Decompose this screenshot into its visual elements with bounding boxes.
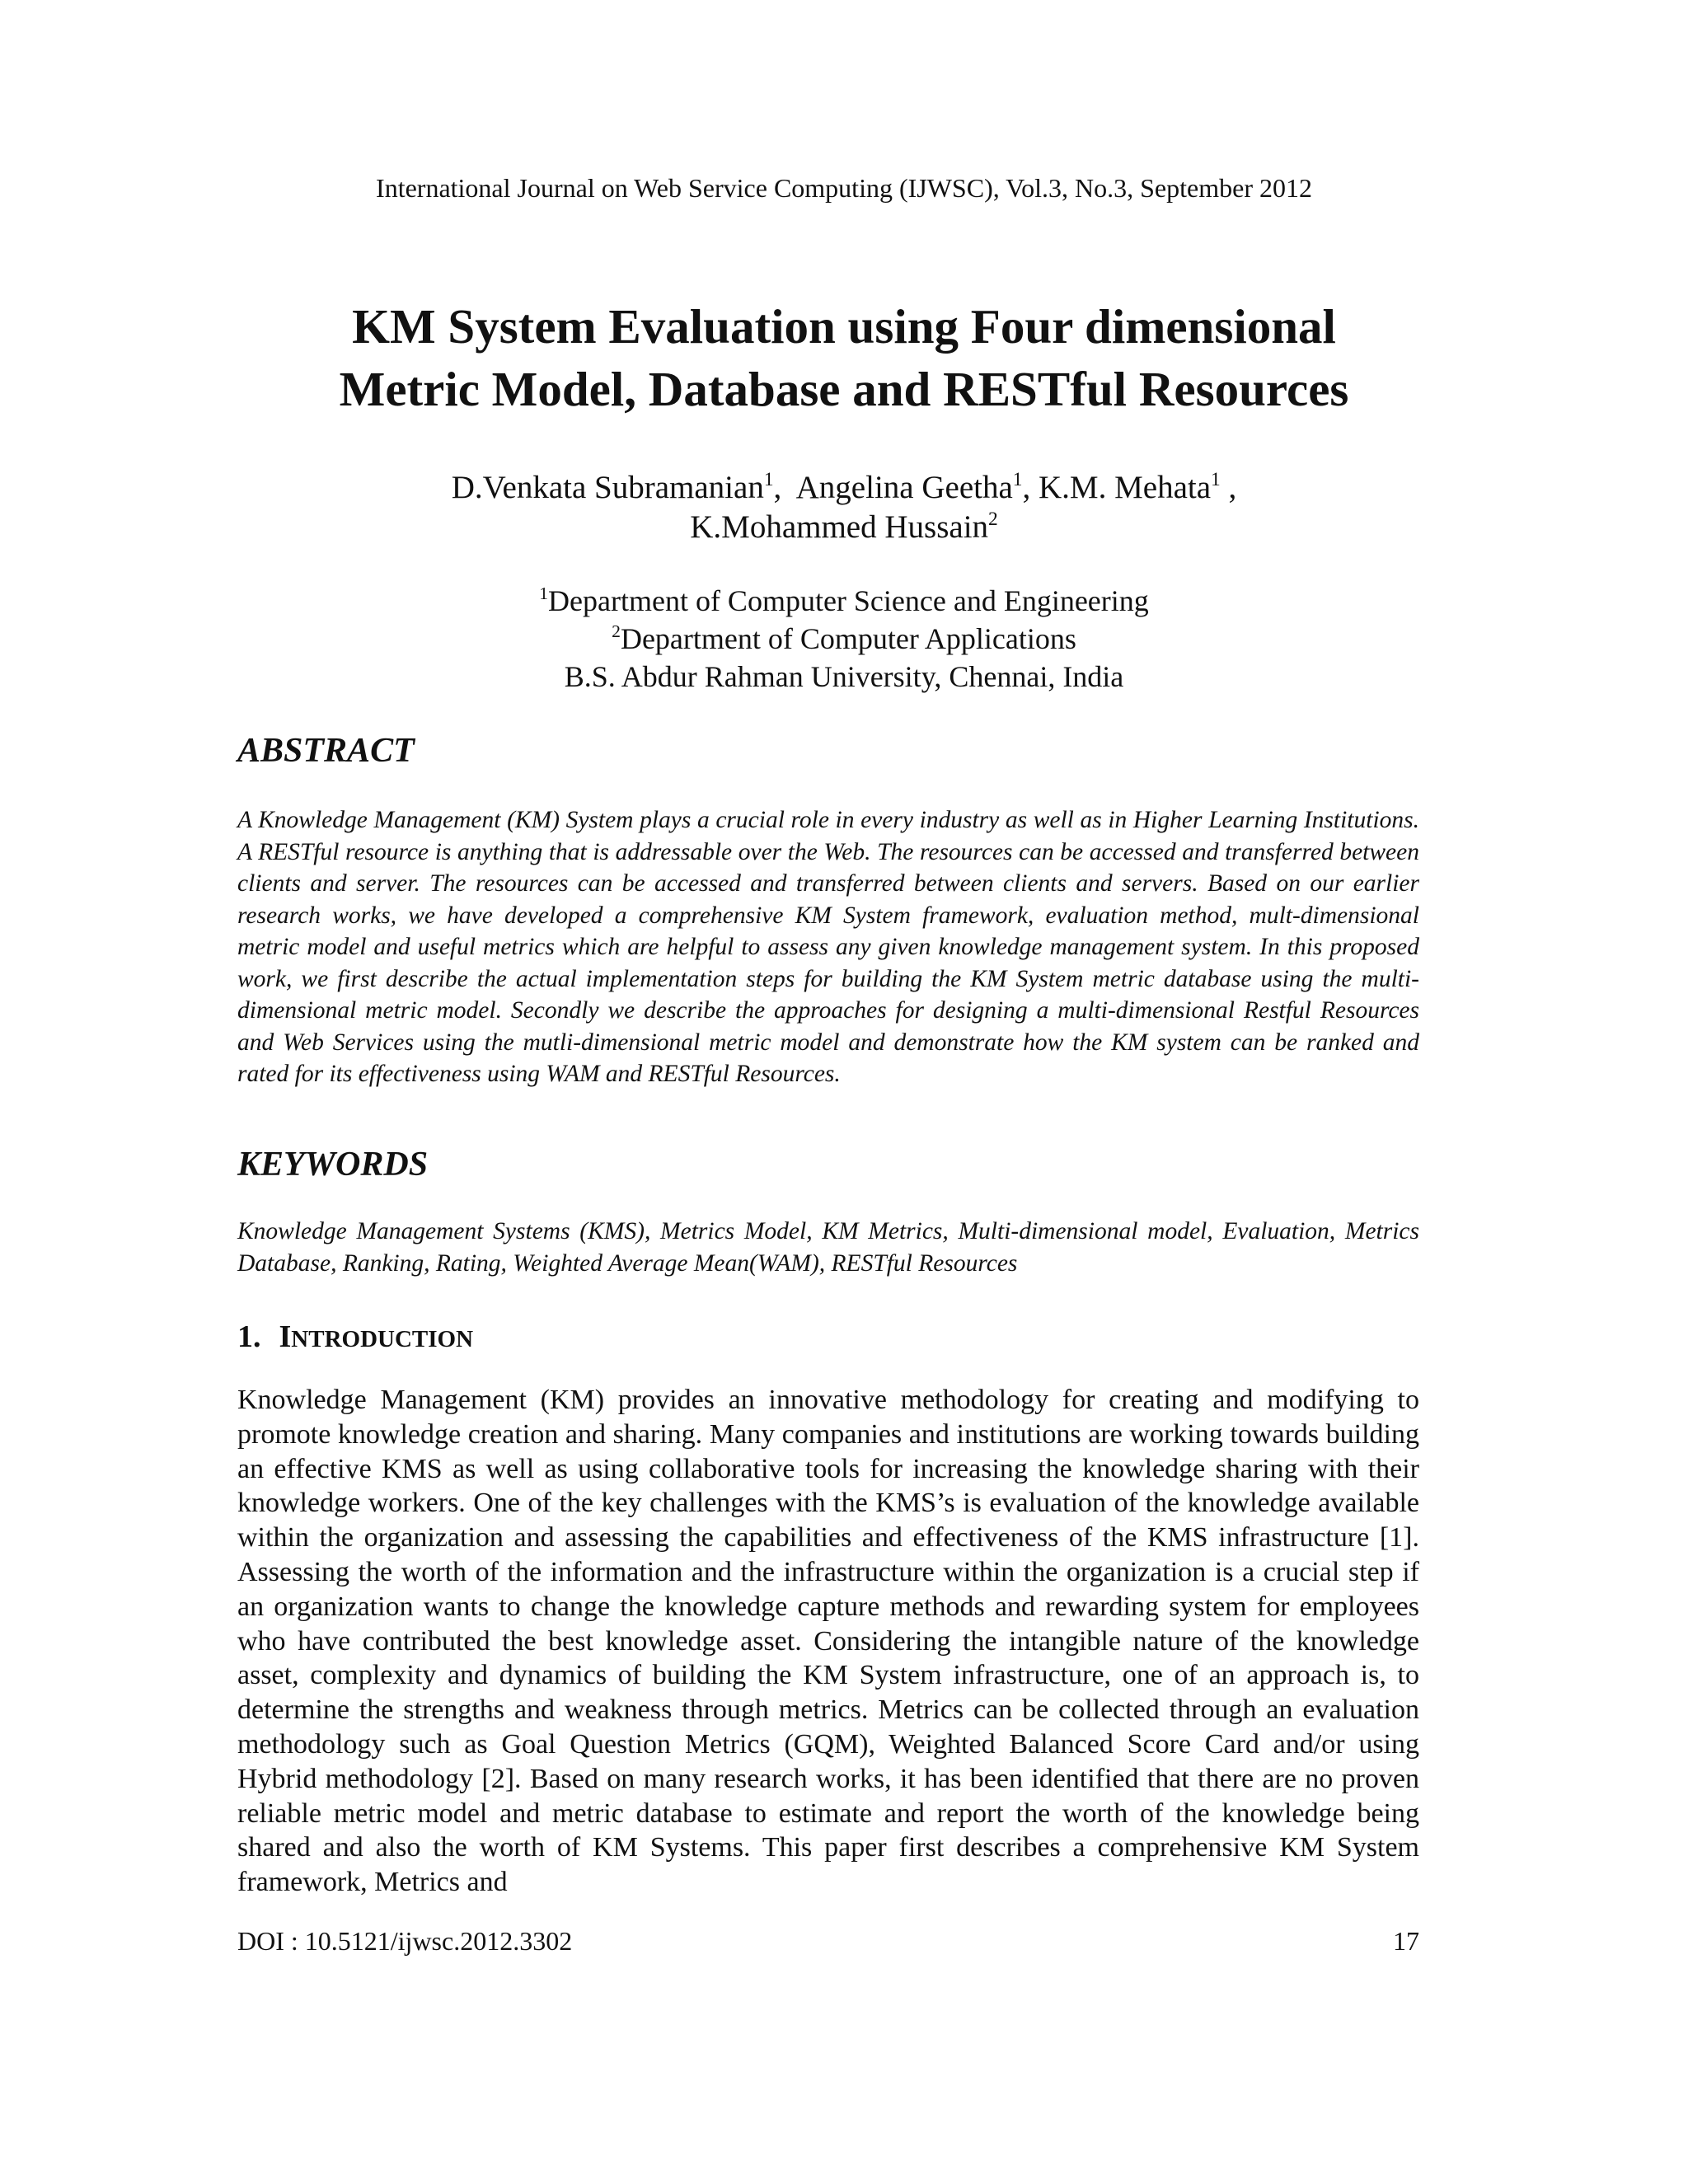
title-line-1: KM System Evaluation using Four dimensional bbox=[352, 299, 1336, 354]
author-affil-mark: 1 bbox=[1211, 468, 1221, 490]
author-name: Angelina Geetha bbox=[795, 470, 1013, 505]
author-line-1: D.Venkata Subramanian$^1$, Angelina Geetha$^1$, K.M. Mehata$^1$ , bbox=[451, 468, 1237, 505]
author-affil-mark: 1 bbox=[1012, 468, 1023, 490]
running-header: International Journal on Web Service Computing (IJWSC), Vol.3, No.3, September 2012 bbox=[376, 173, 1312, 203]
author-name: K.M. Mehata bbox=[1038, 470, 1212, 505]
author-list bbox=[0, 468, 1688, 547]
paper-title bbox=[0, 295, 1688, 420]
affil-mark: 2 bbox=[612, 621, 621, 641]
affiliation-university: B.S. Abdur Rahman University, Chennai, India bbox=[564, 660, 1124, 693]
abstract-heading: ABSTRACT bbox=[237, 732, 415, 770]
affiliation-dept-2: $^2$Department of Computer Applications bbox=[612, 621, 1076, 655]
affiliation-dept-1: $^1$Department of Computer Science and Engineering bbox=[539, 583, 1149, 617]
author-line-2 bbox=[0, 508, 1688, 547]
section-number: 1. bbox=[237, 1319, 261, 1354]
author-name: D.Venkata Subramanian bbox=[451, 470, 764, 505]
keywords-heading: KEYWORDS bbox=[237, 1146, 429, 1183]
author-affil-mark: 2 bbox=[988, 508, 998, 530]
author-name: K.Mohammed Hussain bbox=[690, 509, 989, 545]
doi: DOI : 10.5121/ijwsc.2012.3302 bbox=[237, 1926, 573, 1956]
page-number: 17 bbox=[1393, 1926, 1419, 1956]
heading-rest: NTRODUCTION bbox=[291, 1326, 474, 1352]
introduction-heading bbox=[237, 1317, 473, 1359]
affiliations bbox=[0, 582, 1688, 696]
title-line-2: Metric Model, Database and RESTful Resources bbox=[339, 362, 1349, 416]
author-affil-mark: 1 bbox=[763, 468, 774, 490]
keywords-text: Knowledge Management Systems (KMS), Metrics Model, KM Metrics, Multi-dimensional model, Evaluation, Metrics Database, Ranking, Rating, Weighted Average Mean(WAM), RESTful Resources bbox=[237, 1218, 1419, 1277]
introduction-paragraph: Knowledge Management (KM) provides an innovative methodology for creating and modifying to promote knowledge creation and sharing. Many companies and institutions are working towards building an effective KMS as well as using collaborative tools for increasing the knowledge sharing with their knowledge workers. One of the key challenges with the KMS’s is evaluation of the knowledge available within the organization and assessing the capabilities and effectiveness of the KMS infrastructure [1]. Assessing the worth of the information and the infrastructure within the organization is a crucial step if an organization wants to change the knowledge capture methods and rewarding system for employees who have contributed the best knowledge asset. Considering the intangible nature of the knowledge asset, complexity and dynamics of building the KM System infrastructure, one of an approach is, to determine the strengths and weakness through metrics. Metrics can be collected through an evaluation methodology such as Goal Question Metrics (GQM), Weighted Balanced Score Card and/or using Hybrid methodology [2]. Based on many research works, it has been identified that there are no proven reliable metric model and metric database to estimate and report the worth of the knowledge being shared and also the worth of KM Systems. This paper first describes a comprehensive KM System framework, Metrics and bbox=[237, 1385, 1419, 1898]
abstract-text: A Knowledge Management (KM) System plays a crucial role in every industry as well as in Higher Learning Institutions. A RESTful resource is anything that is addressable over the Web. The resources can be accessed and transferred between clients and server. The resources can be accessed and transferred between clients and servers. Based on our earlier research works, we have developed a comprehensive KM System framework, evaluation method, mult-dimensional metric model and useful metrics which are helpful to assess any given knowledge management system. In this proposed work, we first describe the actual implementation steps for building the KM System metric database using the multi-dimensional metric model. Secondly we describe the approaches for designing a multi-dimensional Restful Resources and Web Services using the mutli-dimensional metric model and demonstrate how the KM system can be ranked and rated for its effectiveness using WAM and RESTful Resources. bbox=[237, 807, 1419, 1087]
heading-initial: I bbox=[279, 1319, 292, 1354]
affil-mark: 1 bbox=[539, 583, 549, 603]
